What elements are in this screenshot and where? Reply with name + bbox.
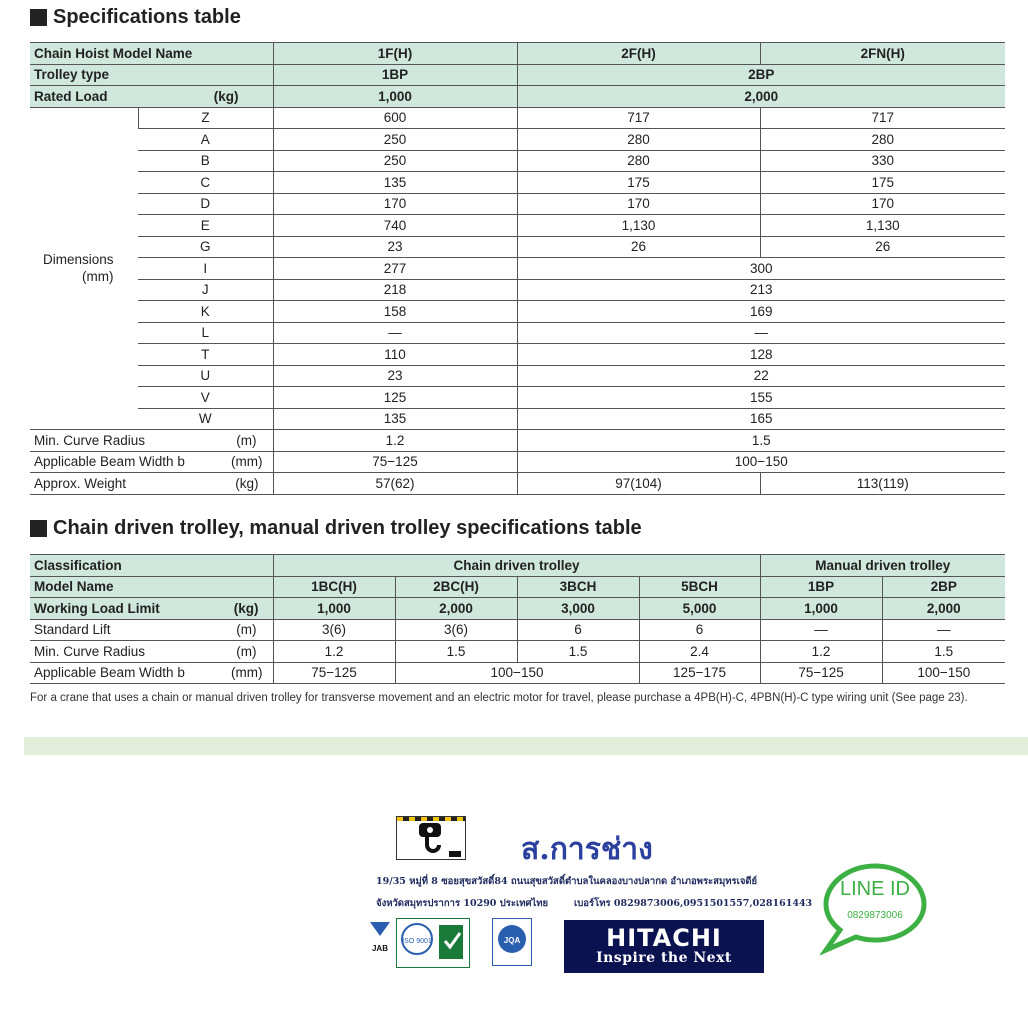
dimension-value: 1,130: [760, 215, 1005, 237]
dimension-key: K: [138, 301, 273, 323]
dimension-value: 280: [517, 150, 760, 172]
jab-badge: [368, 920, 392, 960]
wll-cell: 3,000: [517, 598, 639, 620]
dimension-value: 280: [517, 129, 760, 151]
line-id-label: LINE ID: [839, 878, 911, 900]
hitachi-logo: [564, 920, 764, 973]
table-row: [30, 129, 1005, 151]
table-row: [30, 193, 1005, 215]
curve-label: Min. Curve Radius (m): [30, 641, 273, 663]
dimension-key: U: [138, 365, 273, 387]
dimension-value: 135: [273, 408, 517, 430]
table-row: [30, 473, 1005, 495]
model-2fh: 2F(H): [517, 43, 760, 65]
dimension-value: —: [273, 322, 517, 344]
dimension-value: 330: [760, 150, 1005, 172]
dimension-key: Z: [138, 107, 273, 129]
dimension-key: B: [138, 150, 273, 172]
curve-cell: 1.5: [395, 641, 517, 663]
model-1fh: 1F(H): [273, 43, 517, 65]
dimension-value: 26: [517, 236, 760, 258]
wll-cell: 1,000: [760, 598, 882, 620]
dimension-value: 128: [517, 344, 1005, 366]
curve-radius-2: 1.5: [517, 430, 1005, 452]
lift-cell: —: [882, 619, 1005, 641]
dimension-value: 218: [273, 279, 517, 301]
line-id-bubble: [820, 858, 930, 958]
lift-cell: 3(6): [273, 619, 395, 641]
beam-cell: 100−150: [882, 662, 1005, 684]
table-row: [30, 215, 1005, 237]
model-2fnh: 2FN(H): [760, 43, 1005, 65]
model-cell: 1BP: [760, 576, 882, 598]
table-row: [30, 365, 1005, 387]
trolley-section-title: Chain driven trolley, manual driven trolley specifications table: [30, 517, 642, 540]
trolley-type-label: Trolley type: [30, 64, 273, 86]
dimension-value: 169: [517, 301, 1005, 323]
dimension-value: 250: [273, 129, 517, 151]
model-cell: 3BCH: [517, 576, 639, 598]
dimension-key: J: [138, 279, 273, 301]
curve-cell: 1.5: [517, 641, 639, 663]
model-name-label: Model Name: [30, 576, 273, 598]
table-row: [30, 641, 1005, 663]
table-row: [30, 555, 1005, 577]
table-row: [30, 258, 1005, 280]
wll-cell: 1,000: [273, 598, 395, 620]
table-row: [30, 86, 1005, 108]
table-row: [30, 107, 1005, 129]
footnote: For a crane that uses a chain or manual driven trolley for transverse movement and an electric motor for travel, please purchase a 4PB(H)-C, 4PBN(H)-C type wiring unit (See page 23).: [30, 692, 968, 704]
specifications-table: [30, 42, 1005, 495]
beam-cell: 100−150: [395, 662, 639, 684]
dimension-value: 165: [517, 408, 1005, 430]
beam-cell: 75−125: [273, 662, 395, 684]
dimension-value: 22: [517, 365, 1005, 387]
address-line-2: จังหวัดสมุทรปราการ 10290 ประเทศไทย: [376, 898, 549, 909]
dimension-value: 175: [517, 172, 760, 194]
beam-label: Applicable Beam Width b (mm): [30, 662, 273, 684]
dimension-value: 280: [760, 129, 1005, 151]
table-row: [30, 662, 1005, 684]
model-cell: 1BC(H): [273, 576, 395, 598]
dimension-value: 600: [273, 107, 517, 129]
weight-2: 97(104): [517, 473, 760, 495]
company-name: ส.การช่าง: [521, 832, 653, 867]
section-square-icon: [30, 9, 47, 26]
svg-text:JQA: JQA: [503, 936, 521, 945]
dimension-value: 170: [273, 193, 517, 215]
table-row: [30, 344, 1005, 366]
dimension-value: 110: [273, 344, 517, 366]
beam-width-1: 75−125: [273, 451, 517, 473]
weight-3: 113(119): [760, 473, 1005, 495]
dimension-key: C: [138, 172, 273, 194]
table-row: [30, 451, 1005, 473]
dimension-value: 170: [517, 193, 760, 215]
dimension-key: W: [138, 408, 273, 430]
dimension-value: —: [517, 322, 1005, 344]
table-row: [30, 576, 1005, 598]
classification-label: Classification: [30, 555, 273, 577]
wll-cell: 2,000: [395, 598, 517, 620]
dimension-value: 26: [760, 236, 1005, 258]
wll-label: Working Load Limit (kg): [30, 598, 273, 620]
svg-text:JAB: JAB: [371, 944, 389, 953]
dimension-value: 125: [273, 387, 517, 409]
beam-cell: 75−125: [760, 662, 882, 684]
lift-cell: 6: [639, 619, 760, 641]
dimension-value: 277: [273, 258, 517, 280]
dimension-value: 213: [517, 279, 1005, 301]
rated-load-label: Rated Load (kg): [30, 86, 273, 108]
curve-radius-1: 1.2: [273, 430, 517, 452]
table-row: [30, 619, 1005, 641]
model-name-label: Chain Hoist Model Name: [30, 43, 273, 65]
crane-hook-logo: [396, 816, 466, 860]
beam-cell: 125−175: [639, 662, 760, 684]
curve-radius-label: Min. Curve Radius (m): [30, 430, 273, 452]
dimension-value: 300: [517, 258, 1005, 280]
wll-cell: 2,000: [882, 598, 1005, 620]
table-row: [30, 598, 1005, 620]
table-row: [30, 322, 1005, 344]
jqa-badge: [492, 918, 532, 966]
dimension-value: 175: [760, 172, 1005, 194]
table-row: [30, 301, 1005, 323]
table-row: [30, 150, 1005, 172]
dimension-key: V: [138, 387, 273, 409]
phone-numbers: เบอร์โทร 0829873006,0951501557,028161443: [574, 898, 813, 909]
dimension-value: 717: [760, 107, 1005, 129]
dimension-value: 135: [273, 172, 517, 194]
divider-band: [24, 737, 1028, 755]
table-row: [30, 279, 1005, 301]
dimensions-label: Dimensions (mm): [30, 107, 138, 430]
rated-load-1: 1,000: [273, 86, 517, 108]
table-row: [30, 43, 1005, 65]
dimension-value: 740: [273, 215, 517, 237]
curve-cell: 1.2: [760, 641, 882, 663]
table-row: [30, 430, 1005, 452]
table-row: [30, 387, 1005, 409]
table-row: [30, 236, 1005, 258]
dimension-value: 1,130: [517, 215, 760, 237]
manual-driven-header: Manual driven trolley: [760, 555, 1005, 577]
dimension-key: L: [138, 322, 273, 344]
model-cell: 2BP: [882, 576, 1005, 598]
beam-width-label: Applicable Beam Width b (mm): [30, 451, 273, 473]
dimension-value: 23: [273, 236, 517, 258]
address-line-1: 19/35 หมู่ที่ 8 ซอยสุขสวัสดิ์84 ถนนสุขสวัสดิ์ตำบลในคลองบางปลากด อำเภอพระสมุทรเจดีย์: [376, 876, 758, 887]
trolley-specifications-table: [30, 554, 1005, 684]
trolley-2bp: 2BP: [517, 64, 1005, 86]
wll-cell: 5,000: [639, 598, 760, 620]
dimension-value: 170: [760, 193, 1005, 215]
spec-section-title: Specifications table: [30, 6, 241, 29]
chain-driven-header: Chain driven trolley: [273, 555, 760, 577]
iso-certification-badge: [396, 918, 470, 968]
table-row: [30, 64, 1005, 86]
dimension-key: E: [138, 215, 273, 237]
trolley-1bp: 1BP: [273, 64, 517, 86]
beam-width-2: 100−150: [517, 451, 1005, 473]
dimension-value: 155: [517, 387, 1005, 409]
dimension-key: G: [138, 236, 273, 258]
lift-cell: —: [760, 619, 882, 641]
dimension-value: 250: [273, 150, 517, 172]
table-row: [30, 408, 1005, 430]
lift-cell: 3(6): [395, 619, 517, 641]
dimension-key: A: [138, 129, 273, 151]
curve-cell: 2.4: [639, 641, 760, 663]
model-cell: 5BCH: [639, 576, 760, 598]
svg-text:ISO 9001: ISO 9001: [402, 938, 432, 945]
lift-cell: 6: [517, 619, 639, 641]
line-id-number: 0829873006: [847, 910, 903, 921]
dimension-key: D: [138, 193, 273, 215]
section-square-icon: [30, 520, 47, 537]
hitachi-wordmark: HITACHI: [606, 924, 722, 952]
dimension-value: 23: [273, 365, 517, 387]
dimension-key: I: [138, 258, 273, 280]
dimension-key: T: [138, 344, 273, 366]
table-row: [30, 172, 1005, 194]
dimension-value: 717: [517, 107, 760, 129]
weight-label: Approx. Weight (kg): [30, 473, 273, 495]
curve-cell: 1.5: [882, 641, 1005, 663]
weight-1: 57(62): [273, 473, 517, 495]
curve-cell: 1.2: [273, 641, 395, 663]
lift-label: Standard Lift (m): [30, 619, 273, 641]
dimension-value: 158: [273, 301, 517, 323]
model-cell: 2BC(H): [395, 576, 517, 598]
hitachi-tagline: Inspire the Next: [596, 950, 732, 966]
rated-load-2: 2,000: [517, 86, 1005, 108]
